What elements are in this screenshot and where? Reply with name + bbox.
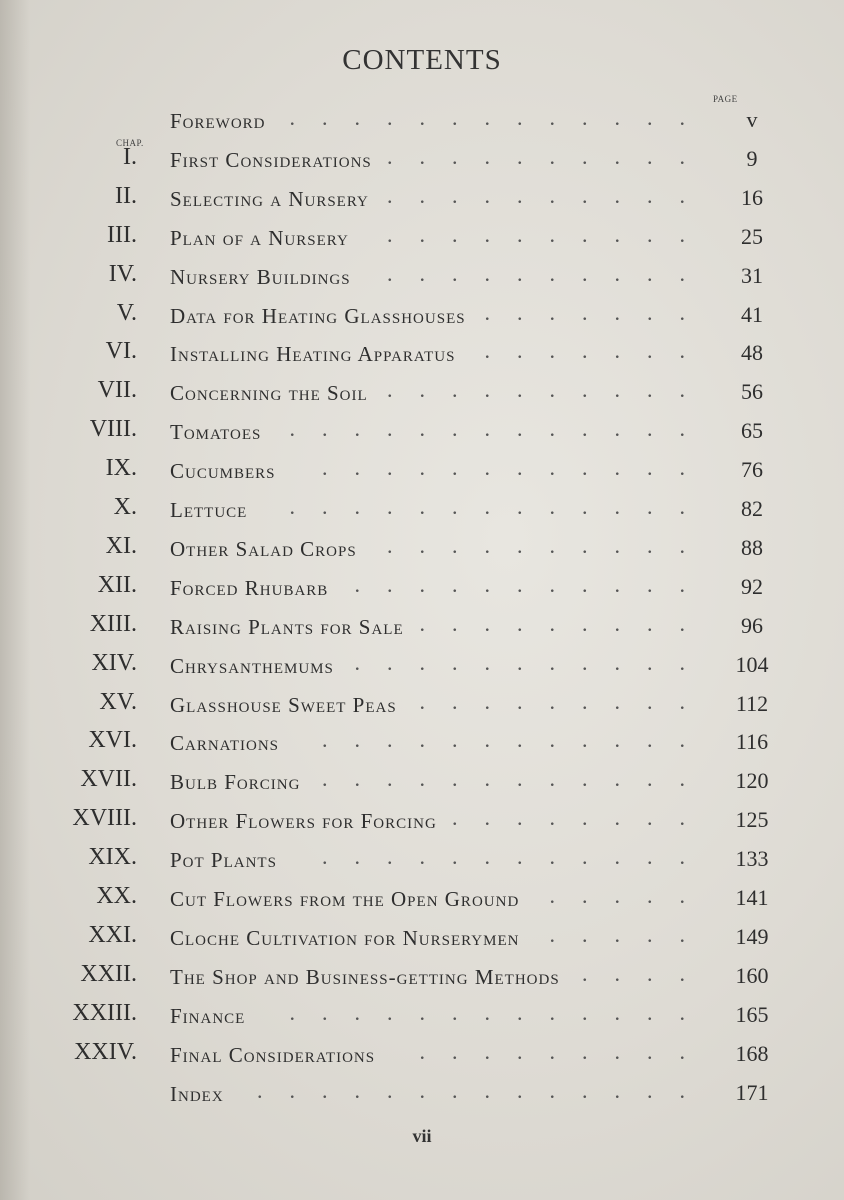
page-reference: 116 (735, 729, 769, 755)
dot-leader: ..... (549, 883, 712, 908)
chapter-number: X. (113, 494, 137, 520)
page-reference: 76 (741, 457, 763, 483)
chapter-number: VII. (97, 377, 137, 404)
dot-leader: ......... (419, 610, 712, 636)
toc-entry (0, 689, 844, 723)
dot-leader: .......... (387, 377, 712, 403)
page-reference: 65 (741, 418, 763, 444)
dot-leader: ....... (484, 338, 712, 364)
page-reference: 112 (735, 690, 769, 716)
chapter-title: Cut Flowers from the Open Ground (170, 887, 520, 911)
chapter-title: Selecting a Nursery (170, 186, 369, 211)
chapter-number: XIII. (89, 610, 137, 637)
dot-leader: .......... (387, 143, 712, 169)
chapter-title: Other Salad Crops (170, 536, 357, 561)
page-reference: 56 (741, 379, 763, 405)
chapter-title: Other Flowers for Forcing (170, 809, 437, 834)
page-reference: 25 (741, 223, 763, 249)
toc-entry (0, 922, 844, 956)
page-title: CONTENTS (342, 44, 502, 76)
page-reference: 149 (735, 923, 769, 949)
chapter-number: XV. (99, 688, 137, 715)
dot-leader: ........ (452, 805, 712, 831)
chapter-number: XVI. (88, 727, 137, 754)
dot-leader: .......... (387, 221, 712, 247)
chapter-title: Concerning the Soil (170, 381, 368, 406)
toc-entry (0, 338, 844, 372)
toc-entry (0, 1078, 844, 1112)
chapter-number: III. (107, 221, 137, 248)
dot-leader: ............. (289, 105, 712, 130)
toc-entry (0, 261, 844, 295)
toc-entry (0, 105, 844, 139)
page-reference: 9 (746, 145, 758, 171)
dot-leader: ............. (289, 416, 712, 442)
toc-entry (0, 805, 844, 839)
chapter-title: Index (170, 1081, 224, 1106)
page-reference: v (746, 107, 758, 132)
page-reference: 168 (735, 1040, 769, 1066)
dot-leader: ........... (354, 571, 712, 597)
chapter-title: Pot Plants (170, 848, 277, 873)
chapter-number: V. (116, 299, 137, 326)
chapter-number: XXI. (88, 921, 137, 948)
dot-leader: ............. (289, 494, 712, 519)
page-reference: 171 (735, 1079, 769, 1105)
chapter-title: Lettuce (170, 498, 248, 522)
chapter-number: XVII. (80, 766, 137, 793)
page-reference: 165 (735, 1001, 769, 1027)
toc-entry (0, 222, 844, 256)
dot-leader: ..... (549, 921, 712, 947)
dot-leader: ....... (484, 299, 712, 325)
chapter-title: First Considerations (170, 147, 372, 172)
page-reference: 141 (735, 885, 769, 910)
chapter-title: Tomatoes (170, 420, 262, 445)
chapter-title: Bulb Forcing (170, 770, 301, 795)
page-reference: 92 (741, 573, 763, 599)
chapter-column-label: CHAP. (116, 138, 144, 148)
chapter-number: XII. (97, 571, 137, 598)
toc-entry (0, 961, 844, 995)
dot-leader: .......... (387, 260, 712, 286)
toc-entry (0, 1000, 844, 1034)
dot-leader: .......... (387, 182, 712, 208)
chapter-number: XXIII. (72, 999, 137, 1026)
dot-leader: ............ (322, 766, 712, 792)
chapter-number: XIV. (91, 649, 137, 676)
chapter-title: Installing Heating Apparatus (170, 342, 456, 367)
chapter-title: Forced Rhubarb (170, 575, 329, 600)
toc-entry (0, 494, 844, 528)
chapter-number: II. (115, 182, 137, 209)
toc-entry (0, 416, 844, 450)
page-reference: 96 (741, 612, 763, 638)
toc-entry (0, 727, 844, 761)
page-reference: 16 (741, 184, 763, 210)
toc-entry (0, 144, 844, 178)
page-number: vii (412, 1126, 432, 1146)
toc-entry (0, 766, 844, 800)
page-reference: 48 (741, 340, 763, 366)
page-reference: 133 (735, 846, 769, 872)
chapter-number: XVIII. (72, 805, 137, 832)
toc-entry (0, 883, 844, 917)
toc-entry (0, 533, 844, 567)
chapter-number: VI. (105, 338, 137, 365)
dot-leader: .... (582, 960, 712, 986)
dot-leader: ............ (322, 844, 712, 870)
dot-leader: ........... (354, 649, 712, 675)
dot-leader: .............. (257, 1077, 712, 1103)
chapter-number: VIII. (89, 416, 137, 443)
toc-entry (0, 650, 844, 684)
chapter-title: Glasshouse Sweet Peas (170, 692, 397, 717)
dot-leader: ............ (322, 727, 712, 753)
dot-leader: ......... (419, 688, 712, 714)
dot-leader: ............. (289, 999, 712, 1025)
dot-leader: ......... (419, 1038, 712, 1064)
page-reference: 88 (741, 534, 763, 560)
page-column-label: PAGE (713, 94, 738, 104)
chapter-number: IV. (108, 260, 137, 287)
dot-leader: ............ (322, 455, 712, 481)
page-reference: 31 (741, 262, 763, 288)
chapter-title: The Shop and Business-getting Methods (170, 964, 560, 989)
chapter-title: Chrysanthemums (170, 653, 334, 678)
chapter-title: Cloche Cultivation for Nurserymen (170, 925, 520, 950)
chapter-number: XXIV. (74, 1038, 137, 1065)
chapter-title: Data for Heating Glasshouses (170, 303, 466, 328)
dot-leader: .......... (387, 532, 712, 558)
chapter-title: Nursery Buildings (170, 264, 351, 289)
toc-entry (0, 1039, 844, 1073)
chapter-title: Raising Plants for Sale (170, 614, 404, 639)
toc-entry (0, 183, 844, 217)
page-reference: 160 (735, 962, 769, 988)
chapter-number: IX. (105, 455, 137, 482)
chapter-number: XIX. (88, 844, 137, 871)
chapter-number: XI. (105, 532, 137, 559)
chapter-title: Final Considerations (170, 1042, 376, 1067)
toc-entry (0, 572, 844, 606)
toc-entry (0, 377, 844, 411)
toc-entry (0, 455, 844, 489)
page-reference: 120 (735, 768, 769, 794)
page-reference: 104 (735, 651, 769, 677)
chapter-title: Foreword (170, 109, 266, 133)
chapter-number: XXII. (80, 960, 137, 987)
chapter-title: Plan of a Nursery (170, 225, 349, 250)
toc-entry (0, 844, 844, 878)
toc-entry (0, 300, 844, 334)
chapter-number: XX. (96, 883, 137, 909)
chapter-title: Carnations (170, 731, 280, 756)
toc-entry (0, 611, 844, 645)
page-reference: 41 (741, 301, 763, 327)
page-reference: 82 (741, 496, 763, 521)
chapter-title: Finance (170, 1003, 246, 1028)
chapter-title: Cucumbers (170, 459, 276, 484)
chapter-number: I. (123, 143, 137, 170)
page-reference: 125 (735, 807, 769, 833)
